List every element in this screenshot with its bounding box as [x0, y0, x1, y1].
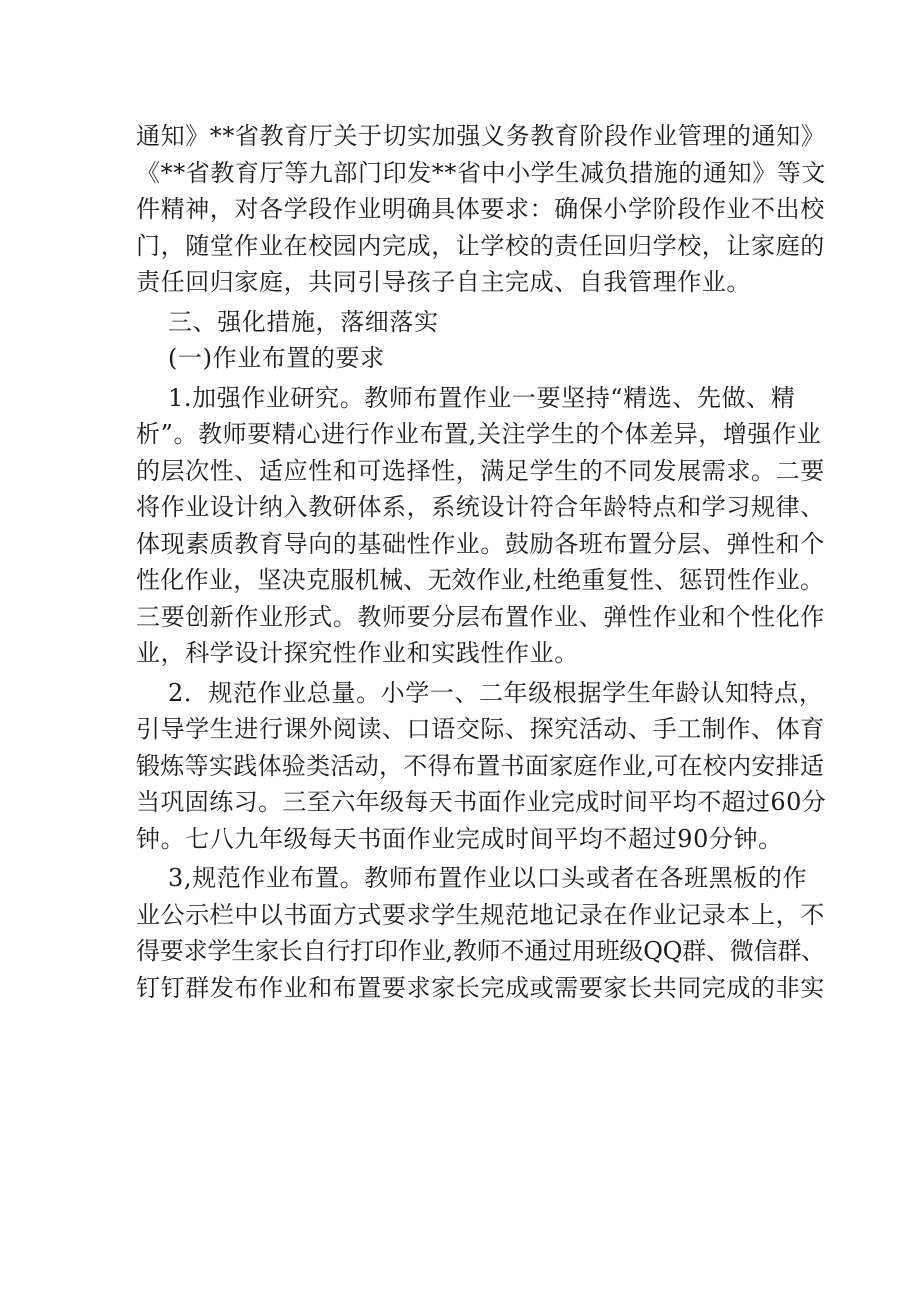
text-line: 将作业设计纳入教研体系，系统设计符合年龄特点和学习规律、	[136, 493, 825, 521]
paragraph-start: 2．规范作业总量。小学一、二年级根据学生年龄认知特点，	[168, 678, 824, 707]
text-line: 钉钉群发布作业和布置要求家长完成或需要家长共同完成的非实	[136, 973, 825, 1002]
text-line: 的层次性、适应性和可选择性，满足学生的不同发展需求。二要	[136, 456, 825, 485]
text-line: 门，随堂作业在校园内完成，让学校的责任回归学校，让家庭的	[136, 231, 825, 260]
section-heading: 三、强化措施，落细落实	[168, 307, 439, 336]
text-line: 钟。七八九年级每天书面作业完成时间平均不超过90分钟。	[136, 824, 783, 853]
text-line: 性化作业，坚决克服机械、无效作业,杜绝重复性、惩罚性作业。	[136, 566, 825, 594]
text-line: 业公示栏中以书面方式要求学生规范地记录在作业记录本上，不	[136, 900, 825, 929]
text-line: 当巩固练习。三至六年级每天书面作业完成时间平均不超过60分	[136, 788, 827, 816]
subsection-heading: (一)作业布置的要求	[168, 344, 385, 372]
text-line: 通知》**省教育厅关于切实加强义务教育阶段作业管理的通知》	[136, 122, 826, 150]
text-line: 体现素质教育导向的基础性作业。鼓励各班布置分层、弹性和个	[136, 529, 825, 558]
text-line: 件精神，对各学段作业明确具体要求：确保小学阶段作业不出校	[136, 195, 825, 223]
text-line: 责任回归家庭，共同引导孩子自主完成、自我管理作业。	[136, 268, 751, 296]
text-line: 析”。教师要精心进行作业布置,关注学生的个体差异，增强作业	[136, 420, 822, 448]
text-line: 三要创新作业形式。教师要分层布置作业、弹性作业和个性化作	[136, 602, 825, 631]
text-line: 锻炼等实践体验类活动，不得布置书面家庭作业,可在校内安排适	[136, 751, 825, 780]
text-line: 引导学生进行课外阅读、口语交际、探究活动、手工制作、体育	[136, 715, 825, 743]
text-line: 业，科学设计探究性作业和实践性作业。	[136, 639, 579, 667]
paragraph-start: 1.加强作业研究。教师布置作业一要坚持“精选、先做、精	[168, 383, 796, 412]
text-line: 《**省教育厅等九部门印发**省中小学生减负措施的通知》等文	[136, 158, 826, 187]
document-body	[136, 118, 827, 1006]
text-line: 得要求学生家长自行打印作业,教师不通过用班级QQ群、微信群、	[136, 937, 825, 965]
paragraph-start: 3,规范作业布置。教师布置作业以口头或者在各班黑板的作	[168, 864, 808, 892]
